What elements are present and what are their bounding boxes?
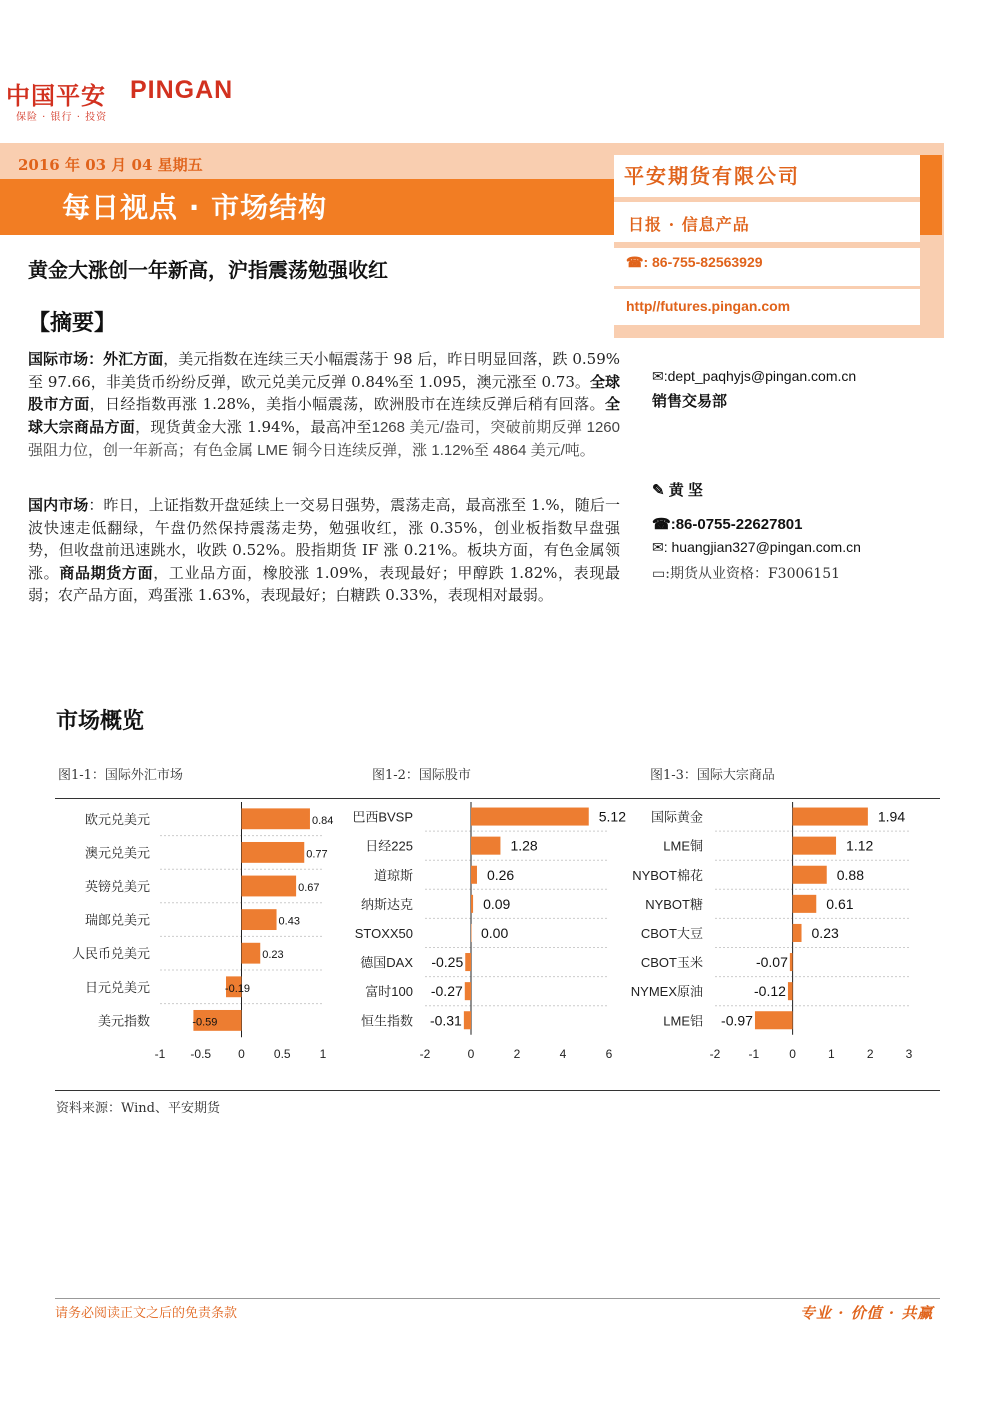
tick-label: 2 <box>513 1047 521 1061</box>
bar <box>242 909 277 930</box>
category-label: NYMEX原油 <box>630 984 703 1000</box>
bar <box>471 837 500 855</box>
logo-tagline: 保险 · 银行 · 投资 <box>16 112 108 123</box>
category-label: CBOT大豆 <box>640 925 703 941</box>
para-text: ，工业品方面，橡胶涨 1.09%，表现最好；甲醇跌 1.82%，表现最弱；农产品方面，鸡蛋涨 1.63%，表现最好；白糖跌 0.33%，表现相对最弱。 <box>28 563 620 605</box>
bar <box>793 924 802 942</box>
data-source: 资料来源：Wind、平安期货 <box>56 1101 220 1116</box>
para-bold: 全球大宗商品方面 <box>28 395 620 436</box>
company-phone-number[interactable]: 86-755-82563929 <box>652 254 763 270</box>
book-icon: ▭ <box>652 566 666 582</box>
data-label: 1.28 <box>510 837 538 854</box>
disclaimer-link[interactable]: 请务必阅读正文之后的免责条款 <box>55 1306 238 1321</box>
department-email: ✉:dept_paqhyjs@pingan.com.cn <box>652 368 857 384</box>
para-text: ，现货黄金大涨 1.94%，最高冲至 <box>135 417 372 436</box>
bar <box>465 982 471 1000</box>
bar <box>790 953 793 971</box>
company-name: 平安期货有限公司 <box>624 164 800 188</box>
para-text: ，美元指数在连续三天小幅震荡于 98 后，昨日明显回落，跌 0.59%至 97.66，非美货币纷纷反弹，欧元兑美元反弹 0.84%至 1.095，澳元涨至 0.73。 <box>28 350 620 391</box>
pen-icon: ✎ <box>652 482 669 499</box>
chart-title-stocks: 图1-2：国际股市 <box>372 768 471 783</box>
data-label: -0.07 <box>755 954 788 971</box>
data-label: 1.12 <box>846 837 874 854</box>
report-date: 2016 年 03 月 04 星期五 <box>18 156 203 174</box>
tick-label: -2 <box>709 1047 721 1061</box>
department-email-address[interactable]: dept_paqhyjs@pingan.com.cn <box>667 368 857 384</box>
tick-label: -1 <box>154 1047 166 1061</box>
analyst-license: 期货从业资格：F3006151 <box>669 566 841 582</box>
bar <box>793 866 827 884</box>
bar <box>465 953 471 971</box>
tick-label: 2 <box>866 1047 874 1061</box>
department-name: 销售交易部 <box>652 393 728 410</box>
data-label: -0.97 <box>721 1012 753 1029</box>
data-label: 0.67 <box>298 882 320 894</box>
tick-label: 0.5 <box>273 1047 291 1061</box>
mail-icon: ✉ <box>652 539 664 555</box>
analyst-license-row: ▭:期货从业资格：F3006151 <box>652 566 841 582</box>
footer-rule <box>55 1298 940 1299</box>
category-label: 日经225 <box>365 838 413 854</box>
para-lead: 国际市场：外汇方面 <box>28 350 164 368</box>
tick-label: -2 <box>419 1047 431 1061</box>
para-text: ：昨日，上证指数开盘延续上一交易日强势，震荡走高，最高涨至 1.%，随后一波快速走低翻绿，午盘仍然保持震荡走势，勉强收红，涨 0.35%，创业板指数早盘强势，但收盘前迅速跳水，收跌 0.52%。股指期货 IF 涨 0.21%。板块方面，有色金属领涨。 <box>28 496 620 582</box>
data-label: -0.25 <box>431 954 464 971</box>
logo-chinese: 中国平安 <box>6 82 106 110</box>
analyst-phone[interactable]: 86-0755-22627801 <box>675 516 803 533</box>
category-label: NYBOT棉花 <box>632 867 703 883</box>
footer-slogan: 专业 · 价值 · 共赢 <box>800 1304 934 1322</box>
bar <box>471 808 589 826</box>
bar <box>464 1011 471 1029</box>
para-bold: 商品期货方面 <box>59 563 154 582</box>
chart-commodities <box>631 802 913 1061</box>
tick-label: 0 <box>238 1047 245 1061</box>
summary-heading: 【摘要】 <box>28 310 117 336</box>
tick-label: 1 <box>319 1047 327 1061</box>
data-label: 0.77 <box>306 848 328 861</box>
data-label: 1.94 <box>877 808 906 825</box>
data-label: -0.27 <box>430 983 463 1000</box>
category-label: 德国DAX <box>360 955 413 971</box>
mail-icon: ✉ <box>652 368 664 384</box>
tick-label: 1 <box>828 1047 835 1061</box>
bar <box>242 943 261 964</box>
category-label: 国际黄金 <box>650 809 703 825</box>
analyst-email[interactable]: huangjian327@pingan.com.cn <box>671 539 861 555</box>
data-label: 0.26 <box>486 866 515 883</box>
data-label: 0.23 <box>811 924 839 941</box>
data-label: 5.12 <box>598 808 627 825</box>
bar <box>242 808 310 829</box>
category-label: 日元兑美元 <box>84 979 150 995</box>
data-label: 0.88 <box>836 866 864 883</box>
data-label: -0.12 <box>754 983 786 1000</box>
report-title: 每日视点 · 市场结构 <box>62 191 328 224</box>
tick-label: 3 <box>905 1047 913 1061</box>
bar <box>793 837 836 855</box>
data-label: 0.43 <box>278 915 300 928</box>
phone-icon: ☎ <box>652 516 671 533</box>
tick-label: -0.5 <box>190 1047 212 1061</box>
category-label: 巴西BVSP <box>352 809 413 825</box>
analyst-name: 黄 坚 <box>668 482 703 499</box>
data-label: -0.59 <box>192 1016 218 1029</box>
category-label: 欧元兑美元 <box>84 811 150 827</box>
data-label: 0.84 <box>311 814 334 827</box>
chart-title-commodities: 图1-3：国际大宗商品 <box>650 768 775 783</box>
tick-label: 4 <box>559 1047 567 1061</box>
category-label: 富时100 <box>365 984 413 1000</box>
bar <box>242 842 305 863</box>
data-label: -0.19 <box>224 982 251 995</box>
bar <box>471 895 473 913</box>
category-label: LME铜 <box>663 838 703 854</box>
category-label: STOXX50 <box>354 925 413 941</box>
market-overview-title: 市场概览 <box>56 708 145 734</box>
chart-title-fx: 图1-1：国际外汇市场 <box>58 768 183 783</box>
category-label: 美元指数 <box>97 1013 150 1029</box>
data-label: 0.23 <box>262 949 284 962</box>
category-label: CBOT玉米 <box>640 955 703 971</box>
category-label: 恒生指数 <box>360 1013 413 1029</box>
report-type: 日报 · 信息产品 <box>628 215 750 234</box>
data-label: -0.31 <box>429 1012 462 1029</box>
category-label: LME铝 <box>663 1013 703 1029</box>
bar <box>755 1011 793 1029</box>
analyst-phone-row: ☎:86-0755-22627801 <box>652 516 803 533</box>
category-label: 道琼斯 <box>373 867 413 883</box>
bar <box>471 924 472 942</box>
para-bold: 全球股市方面 <box>28 372 620 414</box>
chart-stocks <box>352 802 626 1061</box>
category-label: NYBOT糖 <box>645 896 703 912</box>
data-label: 0.09 <box>483 895 511 912</box>
bar <box>471 866 477 884</box>
data-label: 0.00 <box>481 924 509 941</box>
category-label: 瑞郎兑美元 <box>84 912 150 928</box>
article-headline: 黄金大涨创一年新高，沪指震荡勉强收红 <box>28 258 388 282</box>
logo-english: PINGAN <box>130 76 234 104</box>
category-label: 纳斯达克 <box>360 896 413 912</box>
chart-fx <box>72 802 333 1061</box>
phone-icon: ☎: <box>626 254 652 270</box>
para-text: 1268 美元/盎司，突破前期反弹 1260 强阻力位，创一年新高；有色金属 LME 铜今日连续反弹，涨 1.12%至 4864 美元/吨。 <box>28 418 620 460</box>
tick-label: -1 <box>748 1047 760 1061</box>
company-url[interactable]: http//futures.pingan.com <box>626 298 791 314</box>
data-label: 0.61 <box>826 895 854 912</box>
tick-label: 0 <box>789 1047 796 1061</box>
para-lead: 国内市场 <box>28 496 89 514</box>
category-label: 英镑兑美元 <box>84 879 150 894</box>
bar <box>242 876 297 897</box>
para-text: ，日经指数再涨 1.28%，美指小幅震荡，欧洲股市在连续反弹后稍有回落。 <box>89 395 605 414</box>
tick-label: 6 <box>605 1047 613 1061</box>
analyst-email-row: ✉: huangjian327@pingan.com.cn <box>652 539 861 555</box>
bar <box>788 982 793 1000</box>
bar <box>793 895 817 913</box>
category-label: 人民币兑美元 <box>71 946 150 962</box>
category-label: 澳元兑美元 <box>84 845 150 861</box>
bar <box>793 808 868 826</box>
tick-label: 0 <box>467 1047 475 1061</box>
